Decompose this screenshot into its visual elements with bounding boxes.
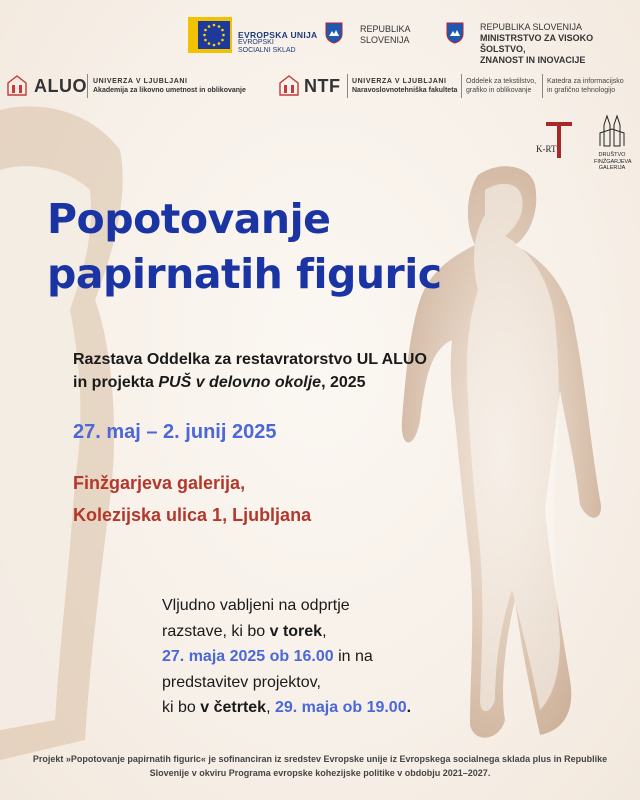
- subtitle-line2: [73, 371, 427, 394]
- title-line1: Popotovanje: [47, 195, 331, 243]
- slovenia-crest-icon: [325, 22, 343, 44]
- ministry-crest-icon: [446, 22, 464, 44]
- oddelek-line1: Oddelek za tekstilstvo,: [466, 78, 537, 85]
- ntf-acronym: NTF: [304, 76, 341, 96]
- divider: [87, 74, 88, 98]
- eu-text: [238, 31, 317, 55]
- subtitle-line2-post: , 2025: [321, 374, 366, 391]
- divider: [347, 74, 348, 98]
- katedra-line2: in grafično tehnologijo: [547, 87, 616, 94]
- invite-line2: [162, 619, 411, 645]
- krt-mark-icon: [536, 118, 580, 162]
- republika-line1: REPUBLIKA: [360, 24, 411, 34]
- aluo-uni: UNIVERZA V LJUBLJANI: [93, 78, 188, 85]
- ntf-name: Naravoslovnotehniška fakulteta: [352, 87, 458, 94]
- republika-slovenija-text: [360, 24, 411, 46]
- presentation-date: 29. maja ob 19.00: [274, 699, 407, 716]
- oddelek-text: [466, 77, 536, 95]
- divider: [542, 74, 543, 98]
- finzgarjeva-galerija-logo: [594, 113, 630, 169]
- ministry-line1: REPUBLIKA SLOVENIJA: [480, 22, 583, 32]
- poster-title: [47, 192, 442, 302]
- invite-line2-pre: razstave, ki bo: [162, 622, 270, 640]
- invite-line5-mid: ,: [266, 699, 275, 716]
- invite-line5-post: .: [406, 699, 412, 716]
- krt-logo: [536, 118, 580, 162]
- eu-line3: SOCIALNI SKLAD: [238, 47, 296, 54]
- footer-line2: Slovenije v okviru Programa evropske kohezijske politike v obdobju 2021–2027.: [149, 768, 491, 778]
- invite-line3: [162, 644, 411, 670]
- opening-date: 27. maja 2025 ob 16.00: [162, 648, 334, 665]
- exhibition-dates: 27. maj – 2. junij 2025: [73, 421, 277, 443]
- funding-footer: [0, 752, 640, 780]
- footer-line1: Projekt »Popotovanje papirnatih figuric« je sofinanciran iz sredstev Evropske unije iz Evropskega socialnega sklada plus in Republike: [32, 754, 608, 764]
- galerija-line2: FINŽGARJEVA: [594, 158, 632, 165]
- venue-line2: Kolezijska ulica 1, Ljubljana: [73, 505, 312, 525]
- ntf-text: [352, 77, 457, 95]
- invite-line5-pre: ki bo: [162, 699, 201, 716]
- oddelek-line2: grafiko in oblikovanje: [466, 87, 532, 94]
- aluo-name: Akademija za likovno umetnost in oblikovanje: [93, 87, 246, 94]
- krt-text: K-RT: [536, 144, 557, 154]
- ministry-line2: MINISTRSTVO ZA VISOKO ŠOLSTVO,: [480, 33, 594, 54]
- invite-line4: predstavitev projektov,: [162, 673, 321, 691]
- venue-line1: Finžgarjeva galerija,: [73, 473, 246, 493]
- subtitle-line1: Razstava Oddelka za restavratorstvo UL ALUO: [73, 351, 427, 368]
- ntf-uni: UNIVERZA V LJUBLJANI: [352, 78, 447, 85]
- ul-seal-icon: [6, 73, 28, 97]
- galerija-line3: GALERIJA: [598, 165, 626, 171]
- invite-line2-post: ,: [322, 622, 327, 640]
- ministry-text: [480, 22, 640, 66]
- galerija-line1: DRUŠTVO: [598, 152, 626, 158]
- subtitle-line2-pre: in projekta: [73, 374, 159, 391]
- eu-line1: EVROPSKA UNIJA: [238, 30, 318, 40]
- invite-line5: [162, 695, 411, 721]
- katedra-line1: Katedra za informacijsko: [547, 78, 624, 85]
- invite-thursday: v četrtek: [200, 699, 267, 716]
- project-name: PUŠ v delovno okolje: [158, 374, 322, 391]
- republika-line2: SLOVENIJA: [360, 35, 410, 45]
- invite-line1: Vljudno vabljeni na odprtje: [162, 597, 350, 614]
- invite-tuesday: v torek: [269, 622, 323, 640]
- ministry-line3: ZNANOST IN INOVACIJE: [480, 55, 586, 65]
- galerija-text: [594, 152, 630, 172]
- eu-line2: EVROPSKI: [238, 39, 274, 46]
- title-line2: papirnatih figuric: [47, 250, 442, 298]
- exhibition-subtitle: [73, 348, 427, 394]
- divider: [461, 74, 462, 98]
- katedra-text: [547, 77, 624, 95]
- church-icon: [594, 113, 630, 147]
- eu-flag-logo: [188, 17, 232, 53]
- ul-seal-icon-2: [278, 73, 300, 97]
- aluo-acronym: ALUO: [34, 76, 87, 96]
- invite-line3-post: in na: [333, 648, 373, 665]
- aluo-text: [93, 77, 246, 95]
- invitation-text: [162, 593, 411, 721]
- venue: [73, 467, 311, 531]
